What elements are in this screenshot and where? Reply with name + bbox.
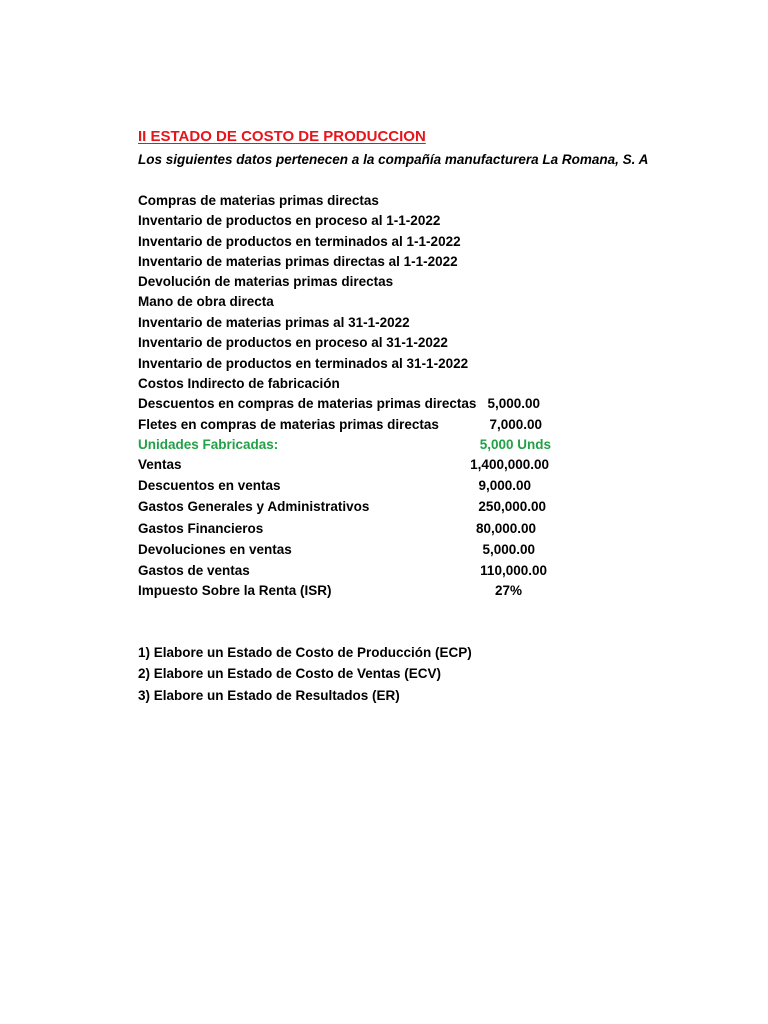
- item-value: 7,000.00: [489, 417, 542, 432]
- item-label: Impuesto Sobre la Renta (ISR): [138, 583, 332, 598]
- item-label: Mano de obra directa: [138, 294, 274, 309]
- item-label: Costos Indirecto de fabricación: [138, 376, 340, 391]
- item-value: 27%: [494, 583, 522, 598]
- task-item: 1) Elabore un Estado de Costo de Producción (ECP): [138, 645, 472, 660]
- item-label: Gastos Financieros: [138, 521, 264, 536]
- item-value: 1,400,000.00: [470, 457, 549, 472]
- item-label: Descuentos en ventas: [138, 478, 281, 493]
- item-label: Gastos Generales y Administrativos: [138, 499, 370, 514]
- item-value: 250,000.00: [478, 499, 546, 514]
- item-label: Compras de materias primas directas: [138, 193, 379, 208]
- item-value: 5,000 Unds: [479, 437, 551, 452]
- item-label: Inventario de productos en terminados al 1-1-2022: [138, 234, 461, 249]
- document-title: II ESTADO DE COSTO DE PRODUCCION: [138, 128, 426, 145]
- item-label: Unidades Fabricadas:: [138, 437, 279, 452]
- item-value: 5,000.00: [487, 396, 540, 411]
- item-label: Descuentos en compras de materias primas directas: [138, 396, 477, 411]
- item-value: 5,000.00: [482, 542, 535, 557]
- item-label: Inventario de productos en proceso al 1-1-2022: [138, 213, 441, 228]
- task-item: 3) Elabore un Estado de Resultados (ER): [138, 688, 400, 703]
- item-label: Devoluciones en ventas: [138, 542, 292, 557]
- item-value: 80,000.00: [475, 521, 536, 536]
- item-label: Fletes en compras de materias primas directas: [138, 417, 439, 432]
- item-label: Inventario de productos en proceso al 31-1-2022: [138, 335, 448, 350]
- item-label: Ventas: [138, 457, 182, 472]
- item-value: 9,000.00: [478, 478, 531, 493]
- document-subtitle: Los siguientes datos pertenecen a la compañía manufacturera La Romana, S. A: [138, 152, 649, 167]
- item-label: Inventario de materias primas directas al 1-1-2022: [138, 254, 458, 269]
- task-item: 2) Elabore un Estado de Costo de Ventas (ECV): [138, 666, 442, 681]
- item-label: Inventario de productos en terminados al 31-1-2022: [138, 356, 469, 371]
- item-value: 110,000.00: [480, 563, 547, 578]
- item-label: Inventario de materias primas al 31-1-2022: [138, 315, 410, 330]
- item-label: Gastos de ventas: [138, 563, 250, 578]
- item-label: Devolución de materias primas directas: [138, 274, 394, 289]
